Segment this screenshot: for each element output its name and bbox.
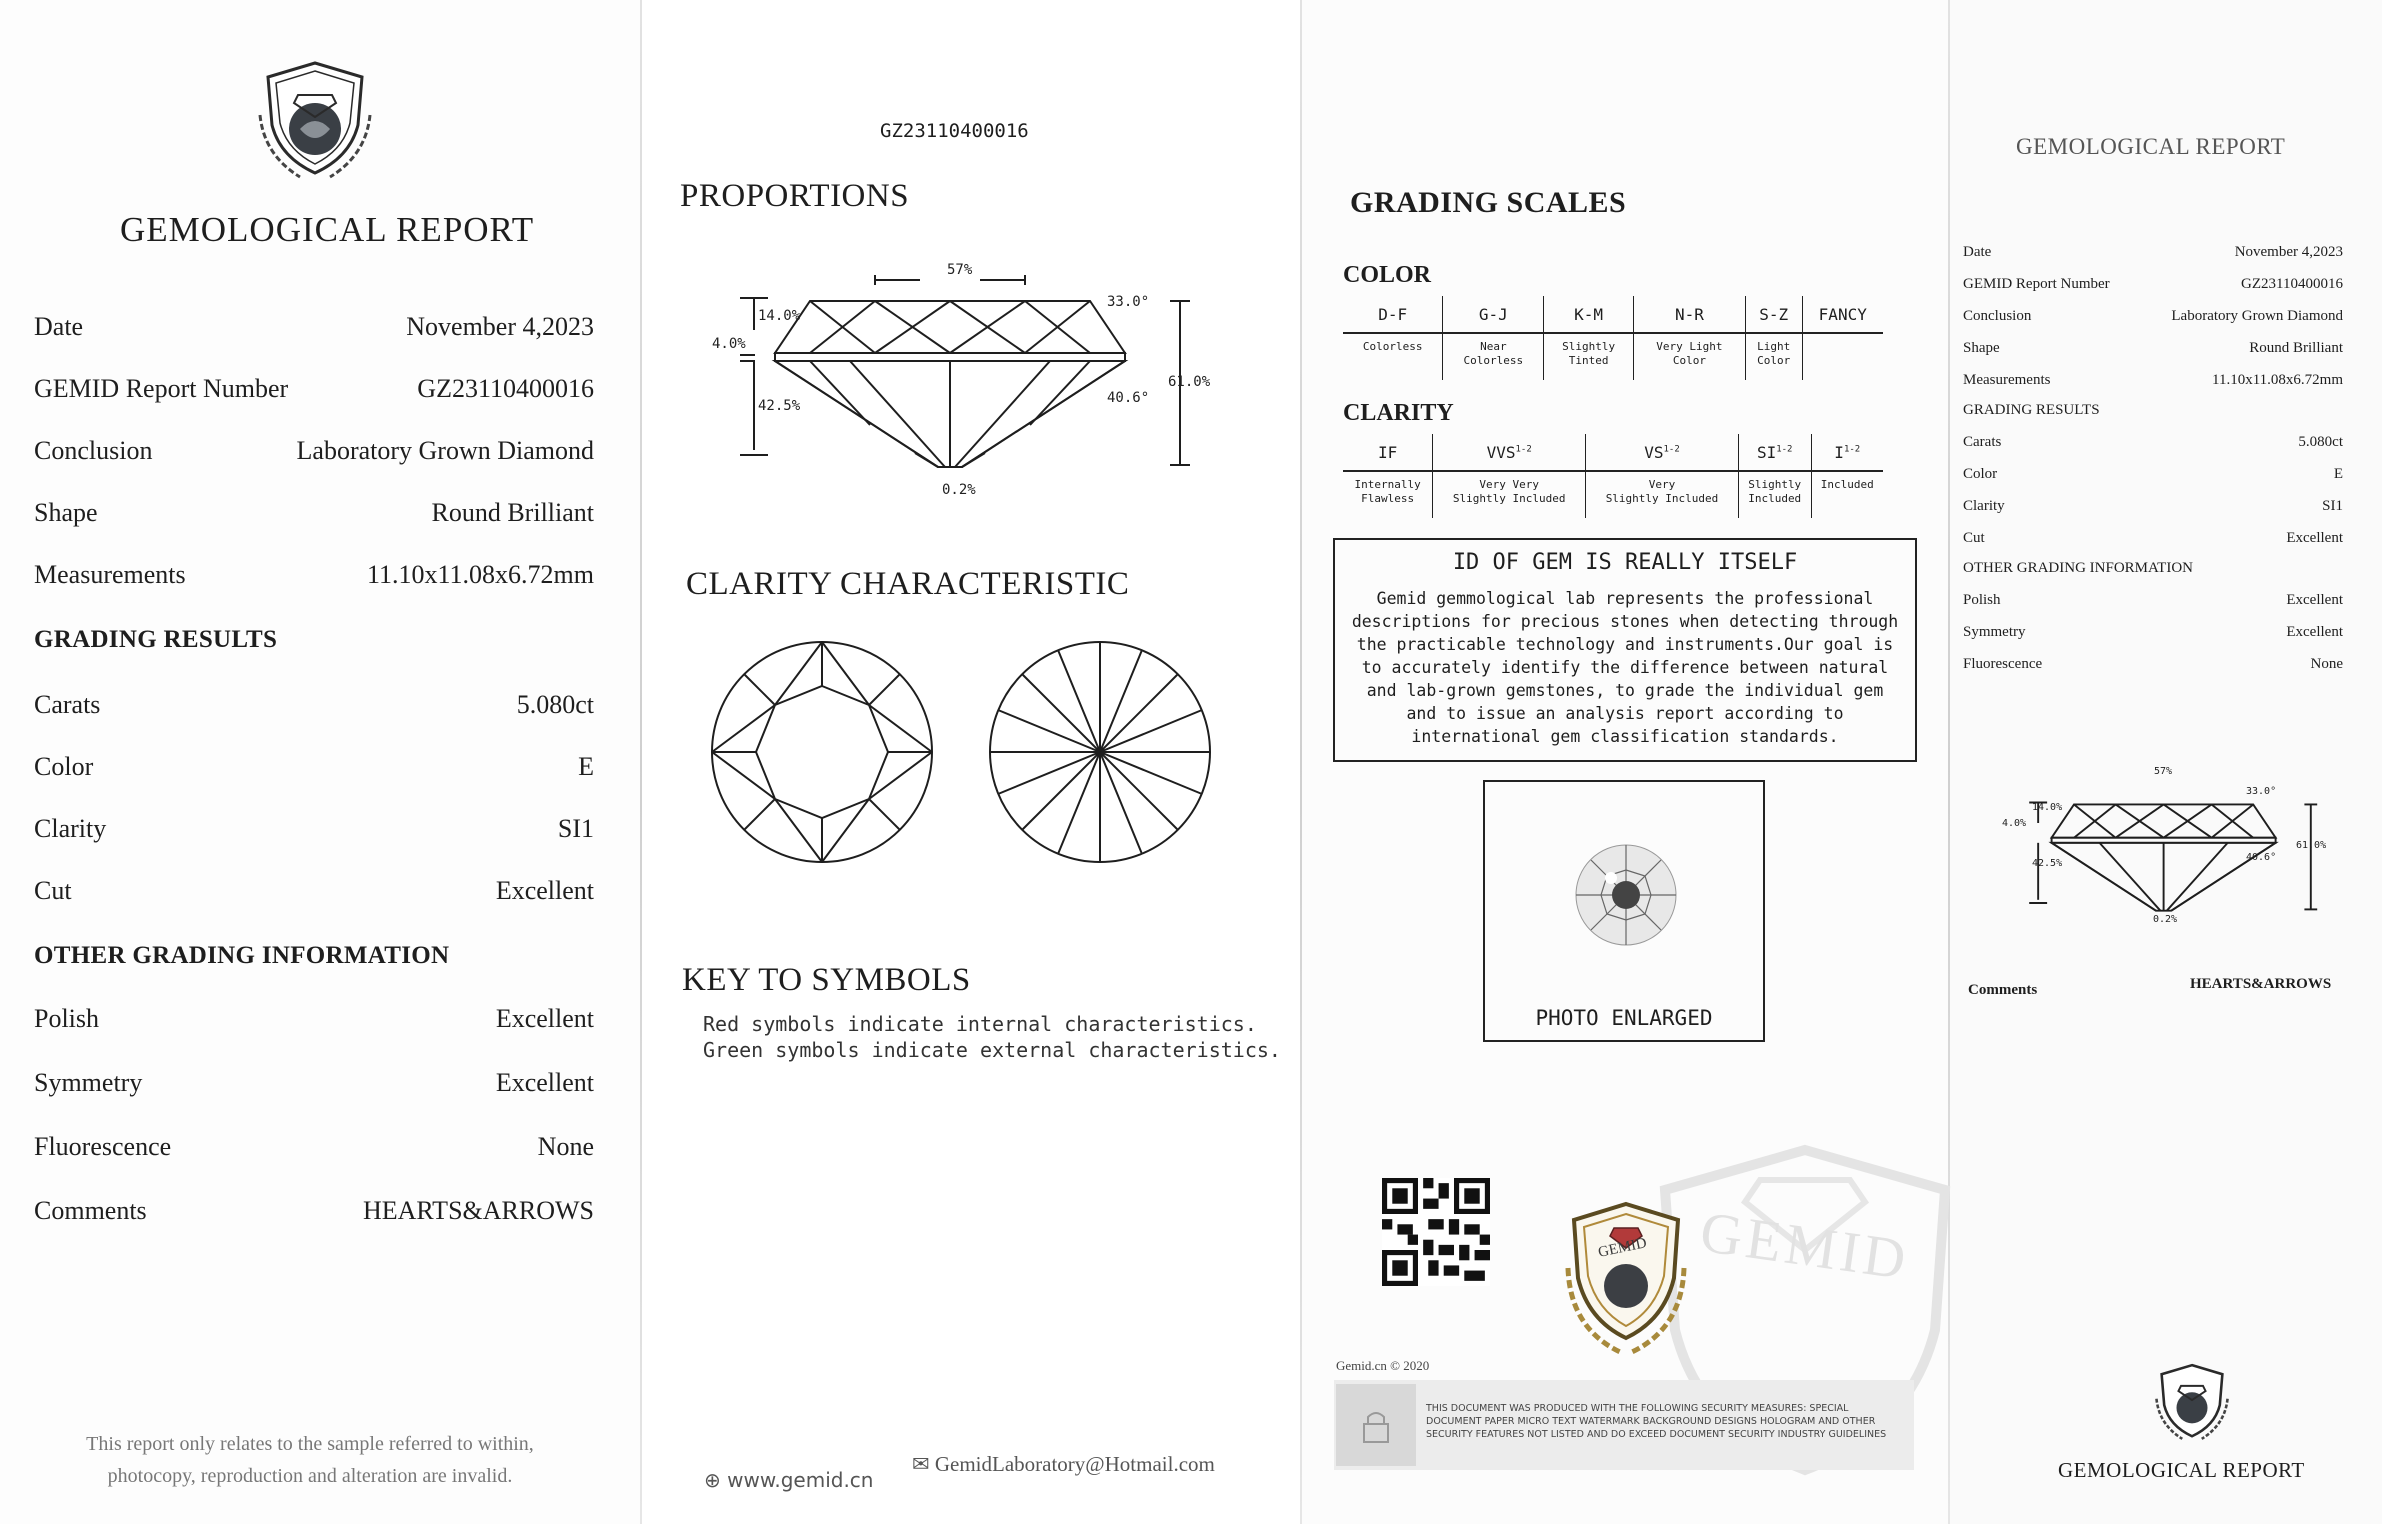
row-value: Excellent xyxy=(495,1068,594,1097)
row-label: Date xyxy=(1963,244,1992,260)
row-label: Measurements xyxy=(34,560,186,589)
grading-row-clarity xyxy=(34,814,594,854)
row-label: Conclusion xyxy=(1963,308,2032,324)
color-desc: Slightly Tinted xyxy=(1544,333,1634,380)
prop-table-label: 57% xyxy=(947,262,973,278)
id-statement-box xyxy=(1333,538,1917,762)
prop-crown-height-label: 14.0% xyxy=(2032,802,2063,813)
diamond-photo xyxy=(1573,842,1679,948)
row-label: Shape xyxy=(34,498,98,527)
other-row-symmetry xyxy=(34,1068,594,1108)
row-value: HEARTS&ARROWS xyxy=(362,1196,594,1225)
info-row-date xyxy=(1963,244,2343,270)
prop-pavilion-angle-label: 40.6° xyxy=(1107,390,1150,406)
info-row-report-number xyxy=(34,374,594,414)
clarity-grade: IF xyxy=(1343,434,1433,471)
gemid-gold-logo xyxy=(1560,1198,1692,1358)
row-value: Excellent xyxy=(2286,624,2343,640)
globe-icon: ⊕ xyxy=(704,1468,721,1492)
hologram-patch xyxy=(1336,1384,1416,1466)
pavilion-plot-diagram xyxy=(984,636,1216,868)
prop-girdle-label: 4.0% xyxy=(712,336,746,352)
prop-culet-label: 0.2% xyxy=(942,482,976,498)
info-row-date xyxy=(34,312,594,352)
row-label: Date xyxy=(34,312,84,341)
row-label: Symmetry xyxy=(34,1068,143,1097)
report-number-header: GZ23110400016 xyxy=(880,120,1029,142)
row-value: Laboratory Grown Diamond xyxy=(296,436,594,465)
other-grading-heading: OTHER GRADING INFORMATION xyxy=(34,942,450,969)
grading-scales-heading: GRADING SCALES xyxy=(1350,186,1627,219)
report-footer-title: GEMOLOGICAL REPORT xyxy=(2058,1458,2305,1482)
row-label: Carats xyxy=(1963,434,2002,450)
website-link[interactable]: www.gemid.cn xyxy=(727,1468,874,1492)
email-link[interactable]: GemidLaboratory@Hotmail.com xyxy=(934,1452,1215,1476)
crown-plot-diagram xyxy=(706,636,938,868)
clarity-scale-table xyxy=(1343,434,1883,518)
row-label: Clarity xyxy=(34,814,107,843)
row-label: Cut xyxy=(1963,530,1985,546)
watermark-text: GEMID xyxy=(1696,1198,1914,1293)
clarity-characteristic-heading: CLARITY CHARACTERISTIC xyxy=(686,566,1130,602)
grading-results-heading: GRADING RESULTS xyxy=(34,626,278,653)
prop-crown-angle-label: 33.0° xyxy=(1107,294,1150,310)
info-row-measurements xyxy=(1963,372,2343,398)
row-value: Excellent xyxy=(495,1004,594,1033)
color-desc: Colorless xyxy=(1362,340,1423,353)
row-label: Fluorescence xyxy=(1963,656,2043,672)
row-value: GZ23110400016 xyxy=(2241,276,2343,292)
key-line-green: Green symbols indicate external characteristics. xyxy=(703,1038,1281,1062)
grading-row-cut xyxy=(1963,530,2343,556)
photo-caption: PHOTO ENLARGED xyxy=(1535,1006,1713,1030)
report-title-small: GEMOLOGICAL REPORT xyxy=(2016,134,2286,159)
prop-total-depth-label: 61.0% xyxy=(2296,840,2327,851)
row-value: November 4,2023 xyxy=(406,312,594,341)
row-value: SI1 xyxy=(557,814,594,843)
info-row-shape xyxy=(1963,340,2343,366)
clarity-grade: VS$^{1-2}$ xyxy=(1586,434,1739,471)
grading-row-color xyxy=(34,752,594,792)
row-value: E xyxy=(2333,466,2343,482)
other-grading-heading: OTHER GRADING INFORMATION xyxy=(1963,560,2193,576)
row-value: 11.10x11.08x6.72mm xyxy=(2212,372,2343,388)
row-value: Round Brilliant xyxy=(431,498,594,527)
row-label: Carats xyxy=(34,690,101,719)
info-row-shape xyxy=(34,498,594,538)
color-scale-heading: COLOR xyxy=(1343,262,1432,288)
grading-row-carats xyxy=(1963,434,2343,460)
row-value: 11.10x11.08x6.72mm xyxy=(366,560,594,589)
row-label: GEMID Report Number xyxy=(1963,276,2110,292)
fold-line xyxy=(640,0,642,1524)
info-row-conclusion xyxy=(34,436,594,476)
fold-line xyxy=(1300,0,1302,1524)
row-label: Measurements xyxy=(1963,372,2051,388)
row-value: 5.080ct xyxy=(2298,434,2343,450)
mail-icon: ✉ xyxy=(912,1452,930,1476)
comments-value: HEARTS&ARROWS xyxy=(2190,976,2332,992)
color-desc: Light Color xyxy=(1745,333,1802,380)
color-desc: Very Light Color xyxy=(1634,333,1746,380)
row-label: Conclusion xyxy=(34,436,153,465)
row-label: Color xyxy=(1963,466,1998,482)
row-label: Color xyxy=(34,752,94,781)
row-value: None xyxy=(2310,656,2343,672)
other-row-comments xyxy=(34,1196,594,1236)
row-value: Round Brilliant xyxy=(2249,340,2343,356)
prop-crown-angle-label: 33.0° xyxy=(2246,786,2277,797)
prop-table-label: 57% xyxy=(2154,766,2173,777)
report-title: GEMOLOGICAL REPORT xyxy=(120,210,535,249)
row-label: Cut xyxy=(34,876,72,905)
email xyxy=(912,1452,1215,1477)
diamond-photo-frame xyxy=(1483,780,1765,1042)
proportions-heading: PROPORTIONS xyxy=(680,178,910,214)
comments-label: Comments xyxy=(1968,982,2038,998)
row-value: 5.080ct xyxy=(516,690,594,719)
clarity-grade: VVS$^{1-2}$ xyxy=(1433,434,1586,471)
prop-culet-label: 0.2% xyxy=(2153,914,2178,925)
color-grade: N-R xyxy=(1634,296,1746,333)
prop-pavilion-depth-label: 42.5% xyxy=(2032,858,2063,869)
clarity-grade: SI$^{1-2}$ xyxy=(1738,434,1811,471)
key-line-red: Red symbols indicate internal characteristics. xyxy=(703,1012,1257,1036)
row-label: Symmetry xyxy=(1963,624,2026,640)
disclaimer xyxy=(40,1428,580,1492)
row-value: SI1 xyxy=(2322,498,2343,514)
row-label: GEMID Report Number xyxy=(34,374,289,403)
color-grade: G-J xyxy=(1443,296,1544,333)
website xyxy=(704,1468,873,1492)
disclaimer-line: This report only relates to the sample referred to within, xyxy=(86,1433,534,1455)
color-desc xyxy=(1802,333,1883,380)
disclaimer-line: photocopy, reproduction and alteration are invalid. xyxy=(107,1465,513,1487)
clarity-grade: $I^{1-2}$ xyxy=(1811,434,1883,471)
prop-crown-height-label: 14.0% xyxy=(758,308,801,324)
proportions-diagram-small xyxy=(2000,775,2340,935)
clarity-desc: Internally Flawless xyxy=(1354,478,1421,505)
row-label: Polish xyxy=(34,1004,100,1033)
clarity-desc: Very Very Slightly Included xyxy=(1433,471,1586,518)
row-value: Excellent xyxy=(2286,592,2343,608)
security-notice: THIS DOCUMENT WAS PRODUCED WITH THE FOLLOWING SECURITY MEASURES: SPECIAL DOCUMENT PAPER MICRO TEXT WATERMARK BACKGROUND DESIGNS HOLOGRAM AND OTHER SECURITY FEATURES NOT LISTED AND DO EXCEED DOCUMENT SECURITY INDUSTRY GUIDELINES xyxy=(1426,1403,1887,1440)
grading-row-color xyxy=(1963,466,2343,492)
info-row-conclusion xyxy=(1963,308,2343,334)
color-scale-table xyxy=(1343,296,1883,380)
color-grade: FANCY xyxy=(1802,296,1883,333)
color-grade: D-F xyxy=(1343,296,1443,333)
row-label: Clarity xyxy=(1963,498,2005,514)
gemid-shield-logo xyxy=(250,55,380,185)
grading-results-heading: GRADING RESULTS xyxy=(1963,402,2100,418)
other-row-fluorescence xyxy=(1963,656,2343,682)
info-row-measurements xyxy=(34,560,594,600)
gold-logo-text: GEMID xyxy=(1596,1235,1649,1261)
color-desc: Near Colorless xyxy=(1443,333,1544,380)
prop-pavilion-depth-label: 42.5% xyxy=(758,398,801,414)
id-box-text: Gemid gemmological lab represents the professional descriptions for precious stones when detecting through the practicable technology and instruments.Our goal is to accurately identify the difference between natural and lab-grown gemstones, to grade the individual gem and to issue an analysis report according to international gem classification standards. xyxy=(1351,589,1899,746)
qr-code[interactable] xyxy=(1382,1178,1490,1286)
grading-row-clarity xyxy=(1963,498,2343,524)
prop-pavilion-angle-label: 40.6° xyxy=(2246,852,2277,863)
row-value: Laboratory Grown Diamond xyxy=(2171,308,2343,324)
clarity-scale-heading: CLARITY xyxy=(1343,400,1454,426)
other-row-polish xyxy=(34,1004,594,1044)
prop-total-depth-label: 61.0% xyxy=(1168,374,1211,390)
other-row-symmetry xyxy=(1963,624,2343,650)
clarity-desc: Included xyxy=(1811,471,1883,518)
id-box-title: ID OF GEM IS REALLY ITSELF xyxy=(1452,550,1798,575)
row-label: Shape xyxy=(1963,340,2000,356)
copyright: Gemid.cn © 2020 xyxy=(1336,1358,1430,1373)
grading-row-cut xyxy=(34,876,594,916)
key-to-symbols-heading: KEY TO SYMBOLS xyxy=(682,962,971,998)
row-value: None xyxy=(537,1132,594,1161)
right-panel xyxy=(1950,0,2382,1524)
color-grade: S-Z xyxy=(1745,296,1802,333)
grading-row-carats xyxy=(34,690,594,730)
row-value: November 4,2023 xyxy=(2234,244,2343,260)
row-label: Fluorescence xyxy=(34,1132,172,1161)
proportions-diagram xyxy=(700,255,1220,505)
row-value: GZ23110400016 xyxy=(417,374,594,403)
row-label: Comments xyxy=(34,1196,147,1225)
lock-icon xyxy=(1336,1384,1416,1466)
clarity-desc: Slightly Included xyxy=(1738,471,1811,518)
other-row-polish xyxy=(1963,592,2343,618)
row-value: Excellent xyxy=(2286,530,2343,546)
color-grade: K-M xyxy=(1544,296,1634,333)
other-row-fluorescence xyxy=(34,1132,594,1172)
clarity-desc: Very Slightly Included xyxy=(1586,471,1739,518)
row-value: E xyxy=(578,752,594,781)
row-label: Polish xyxy=(1963,592,2001,608)
gemid-shield-logo-small xyxy=(2150,1360,2234,1444)
info-row-report-number xyxy=(1963,276,2343,302)
prop-girdle-label: 4.0% xyxy=(2002,818,2027,829)
row-value: Excellent xyxy=(495,876,594,905)
